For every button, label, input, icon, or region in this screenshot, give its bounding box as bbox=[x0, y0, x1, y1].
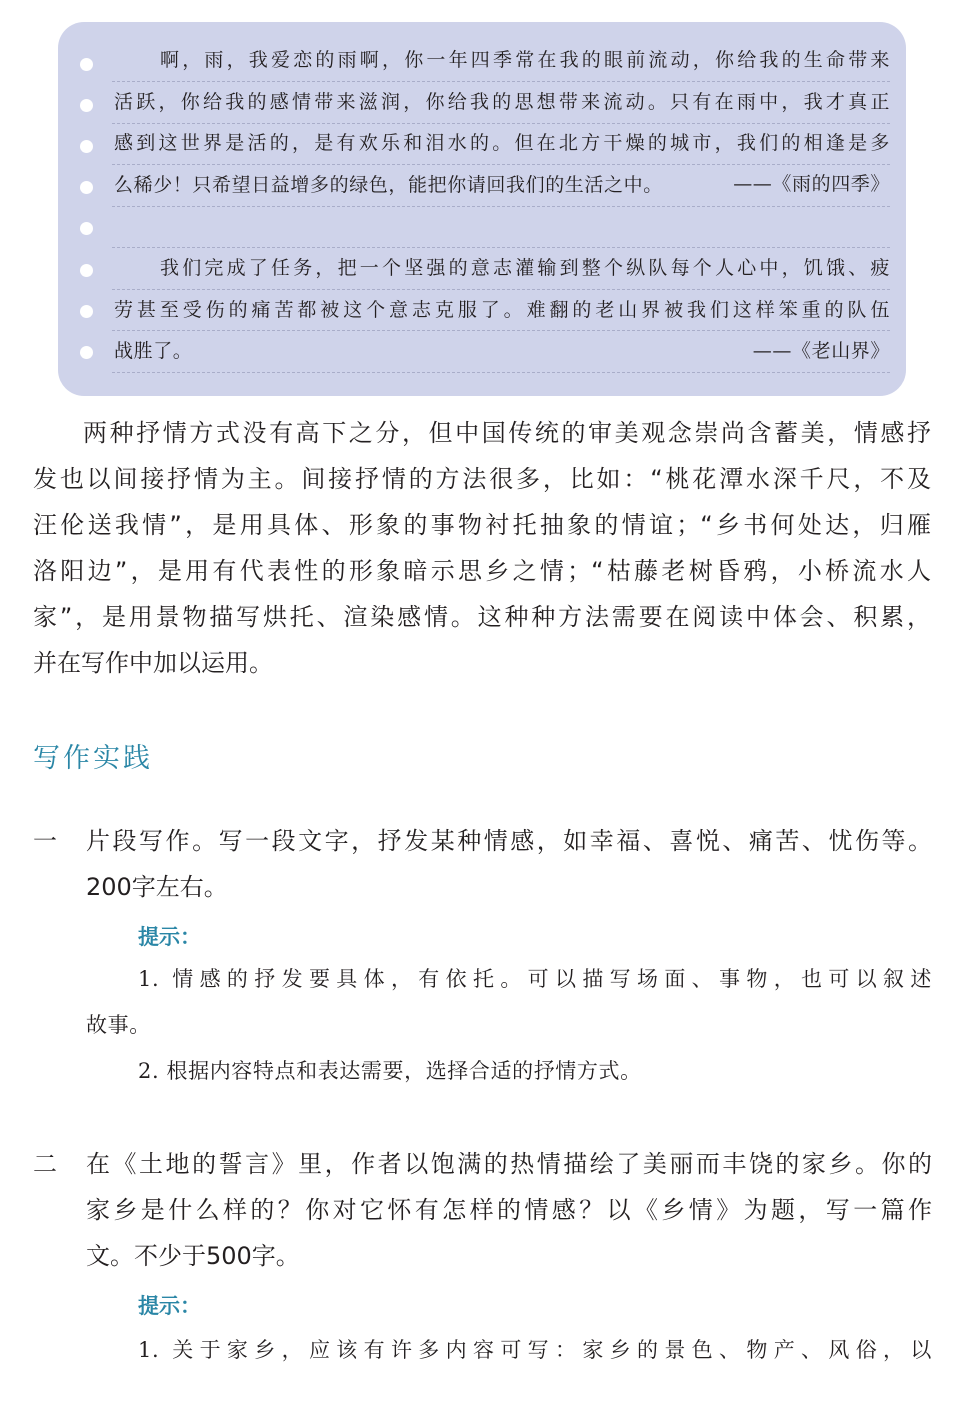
binder-hole-dot bbox=[80, 140, 93, 153]
quote-line: 感到这世界是活的，是有欢乐和泪水的。但在北方干燥的城市，我们的相逢是多 bbox=[114, 132, 890, 154]
hint-label: 提示： bbox=[138, 925, 201, 949]
hint-line: 1. 关于家乡，应该有许多内容可写：家乡的景色、物产、风俗，以 bbox=[138, 1338, 932, 1362]
hint-line: 1. 情感的抒发要具体，有依托。可以描写场面、事物，也可以叙述 bbox=[138, 967, 932, 991]
binder-hole-dot bbox=[80, 58, 93, 71]
task-line: 200字左右。 bbox=[86, 873, 228, 901]
quote-line: 战胜了。 bbox=[114, 340, 193, 362]
paragraph-line: 两种抒情方式没有高下之分，但中国传统的审美观念崇尚含蓄美，情感抒 bbox=[83, 419, 931, 447]
quote-line: 劳甚至受伤的痛苦都被这个意志克服了。难翻的老山界被我们这样笨重的队伍 bbox=[114, 298, 890, 321]
paragraph-line: 汪伦送我情”，是用具体、形象的事物衬托抽象的情谊；“乡书何处达，归雁 bbox=[33, 511, 931, 539]
quote-source: ——《雨的四季》 bbox=[733, 173, 890, 195]
quote-line: 我们完成了任务，把一个坚强的意志灌输到整个纵队每个人心中，饥饿、疲 bbox=[160, 257, 890, 279]
quote-line: 啊，雨，我爱恋的雨啊，你一年四季常在我的眼前流动，你给我的生命带来 bbox=[160, 49, 890, 71]
body-paragraph bbox=[33, 410, 931, 686]
task-description bbox=[86, 818, 932, 910]
binder-hole-dot bbox=[80, 181, 93, 194]
hint-label: 提示： bbox=[138, 1294, 201, 1318]
binder-hole-dot bbox=[80, 346, 93, 359]
binder-hole-dot bbox=[80, 99, 93, 112]
paragraph-line: 家”，是用景物描写烘托、渲染感情。这种种方法需要在阅读中体会、积累， bbox=[33, 603, 931, 631]
task-line: 文。不少于500字。 bbox=[86, 1242, 300, 1270]
task-line: 片段写作。写一段文字，抒发某种情感，如幸福、喜悦、痛苦、忧伤等。 bbox=[86, 827, 932, 855]
paragraph-line: 洛阳边”，是用有代表性的形象暗示思乡之情；“枯藤老树昏鸦，小桥流水人 bbox=[33, 557, 931, 585]
quote-source: ——《老山界》 bbox=[752, 340, 890, 362]
quote-line: 活跃，你给我的感情带来滋润，你给我的思想带来流动。只有在雨中，我才真正 bbox=[114, 90, 890, 113]
ruled-line bbox=[112, 206, 890, 207]
task-line: 家乡是什么样的？你对它怀有怎样的情感？以《乡情》为题，写一篇作 bbox=[86, 1196, 932, 1224]
hint-list bbox=[86, 1327, 932, 1373]
paragraph-line: 发也以间接抒情为主。间接抒情的方法很多，比如：“桃花潭水深千尺，不及 bbox=[33, 465, 931, 493]
hint-line: 2. 根据内容特点和表达需要，选择合适的抒情方式。 bbox=[138, 1059, 642, 1083]
binder-hole-dot bbox=[80, 305, 93, 318]
hint-line: 故事。 bbox=[86, 1013, 151, 1037]
hint-list bbox=[86, 956, 932, 1094]
task-number: 二 bbox=[33, 1150, 57, 1178]
quote-line: 么稀少！只希望日益增多的绿色，能把你请回我们的生活之中。 bbox=[114, 173, 663, 196]
task-number: 一 bbox=[33, 827, 57, 855]
task-line: 在《土地的誓言》里，作者以饱满的热情描绘了美丽而丰饶的家乡。你的 bbox=[86, 1150, 932, 1178]
paragraph-line: 并在写作中加以运用。 bbox=[33, 649, 273, 677]
binder-hole-dot bbox=[80, 264, 93, 277]
task-description bbox=[86, 1141, 932, 1279]
binder-hole-dot bbox=[80, 222, 93, 235]
section-title: 写作实践 bbox=[33, 743, 153, 774]
